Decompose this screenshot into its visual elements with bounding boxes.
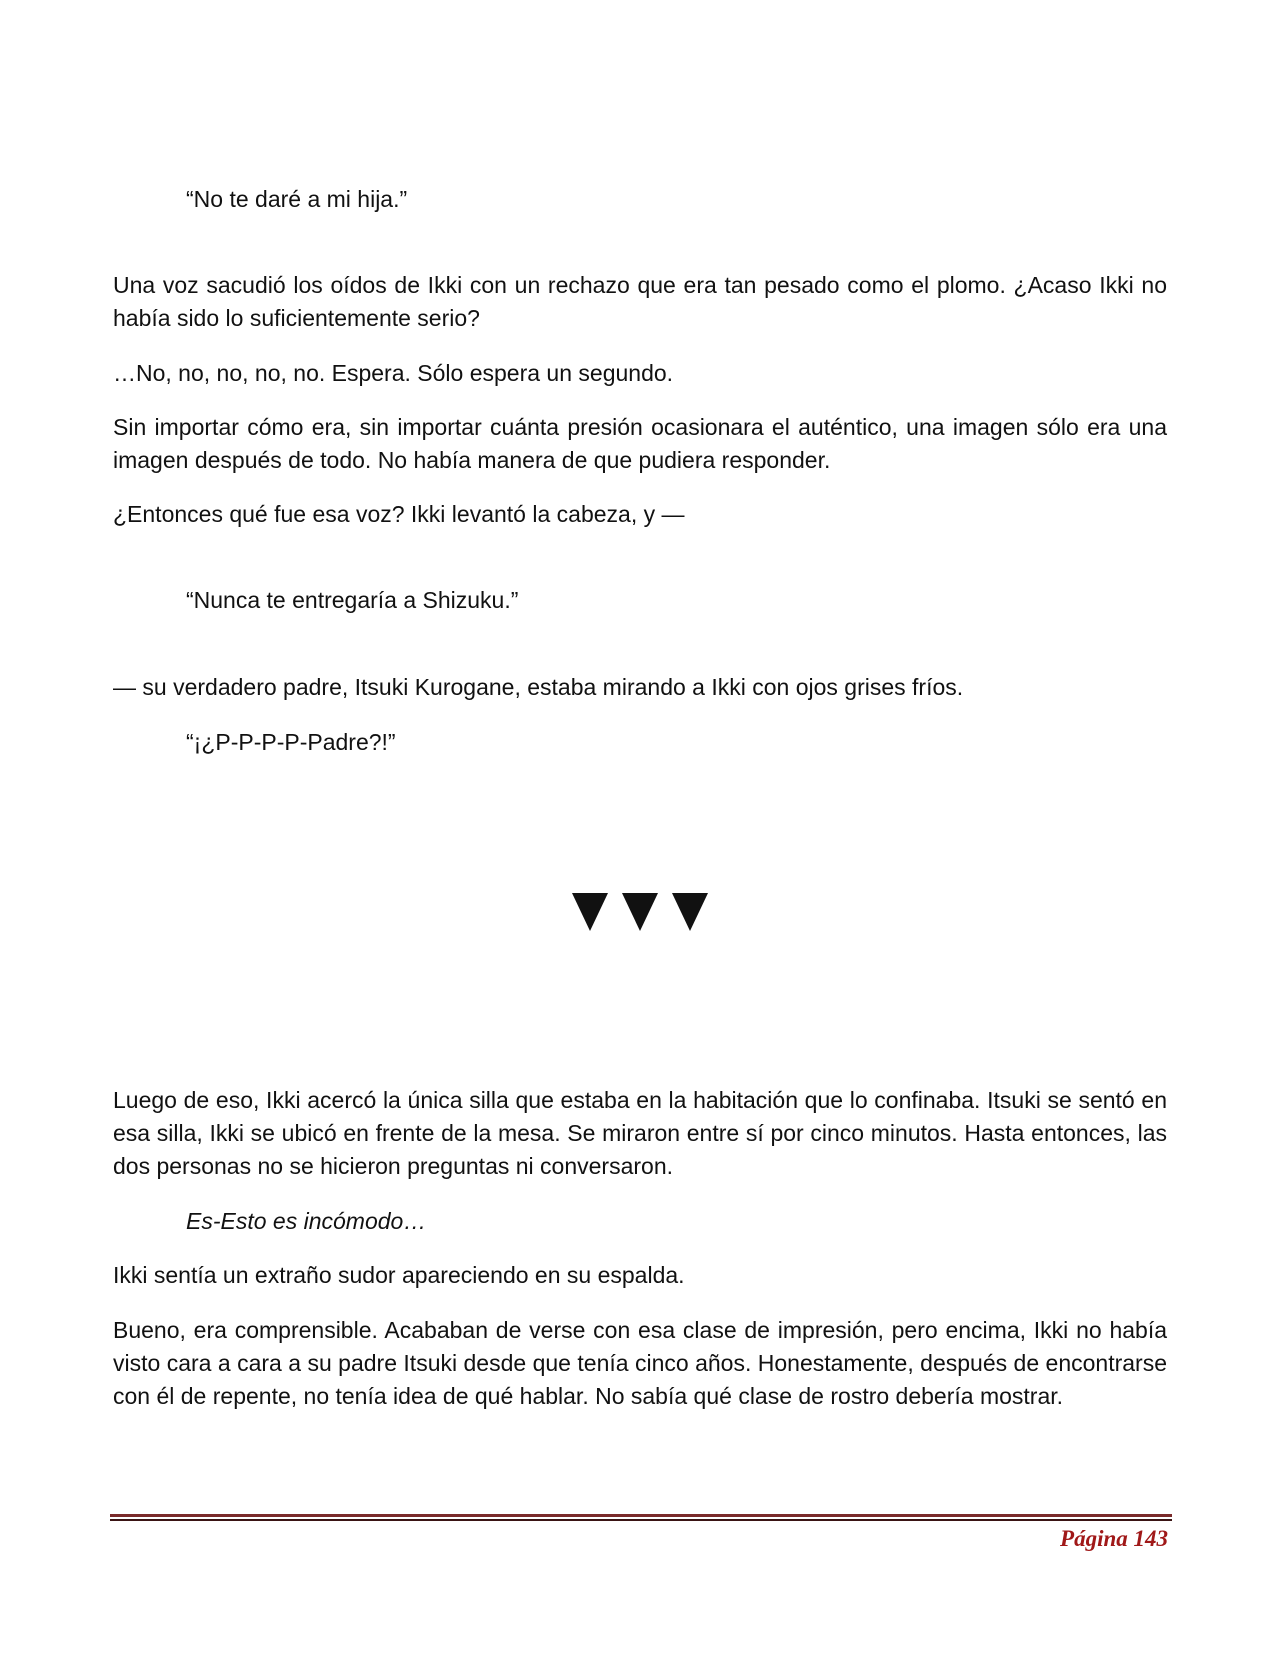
dialogue-line: “¡¿P-P-P-P-Padre?!” <box>186 729 396 755</box>
body-paragraph: ¿Entonces qué fue esa voz? Ikki levantó la cabeza, y — <box>113 501 685 527</box>
triangle-icon <box>622 893 658 931</box>
triangle-icon <box>572 893 608 931</box>
body-paragraph: …No, no, no, no, no. Espera. Sólo espera un segundo. <box>113 360 674 386</box>
footer-rule <box>110 1514 1172 1522</box>
scene-break-separator <box>0 893 1280 931</box>
body-paragraph: Ikki sentía un extraño sudor apareciendo en su espalda. <box>113 1262 685 1288</box>
body-paragraph: Luego de eso, Ikki acercó la única silla que estaba en la habitación que lo confinaba. Itsuki se sentó en esa silla, Ikki se ubicó en frente de la mesa. Se miraron entre sí por cinco minutos. Hasta entonces, las dos personas no se hicieron preguntas ni conversaron. <box>113 1087 1167 1179</box>
body-paragraph: — su verdadero padre, Itsuki Kurogane, estaba mirando a Ikki con ojos grises fríos. <box>113 674 964 700</box>
body-paragraph: Sin importar cómo era, sin importar cuánta presión ocasionara el auténtico, una imagen sólo era una imagen después de todo. No había manera de que pudiera responder. <box>113 414 1167 473</box>
body-paragraph: Una voz sacudió los oídos de Ikki con un rechazo que era tan pesado como el plomo. ¿Acaso Ikki no había sido lo suficientemente serio? <box>113 272 1167 331</box>
page-number: Página 143 <box>1060 1526 1168 1551</box>
dialogue-line: “No te daré a mi hija.” <box>186 186 408 212</box>
inner-thought-line: Es-Esto es incómodo… <box>186 1208 427 1234</box>
triangle-icon <box>672 893 708 931</box>
dialogue-line: “Nunca te entregaría a Shizuku.” <box>186 587 519 613</box>
body-paragraph: Bueno, era comprensible. Acababan de verse con esa clase de impresión, pero encima, Ikki no había visto cara a cara a su padre Itsuki desde que tenía cinco años. Honestamente, después de encontrarse con él de repente, no tenía idea de qué hablar. No sabía qué clase de rostro debería mostrar. <box>113 1317 1167 1409</box>
